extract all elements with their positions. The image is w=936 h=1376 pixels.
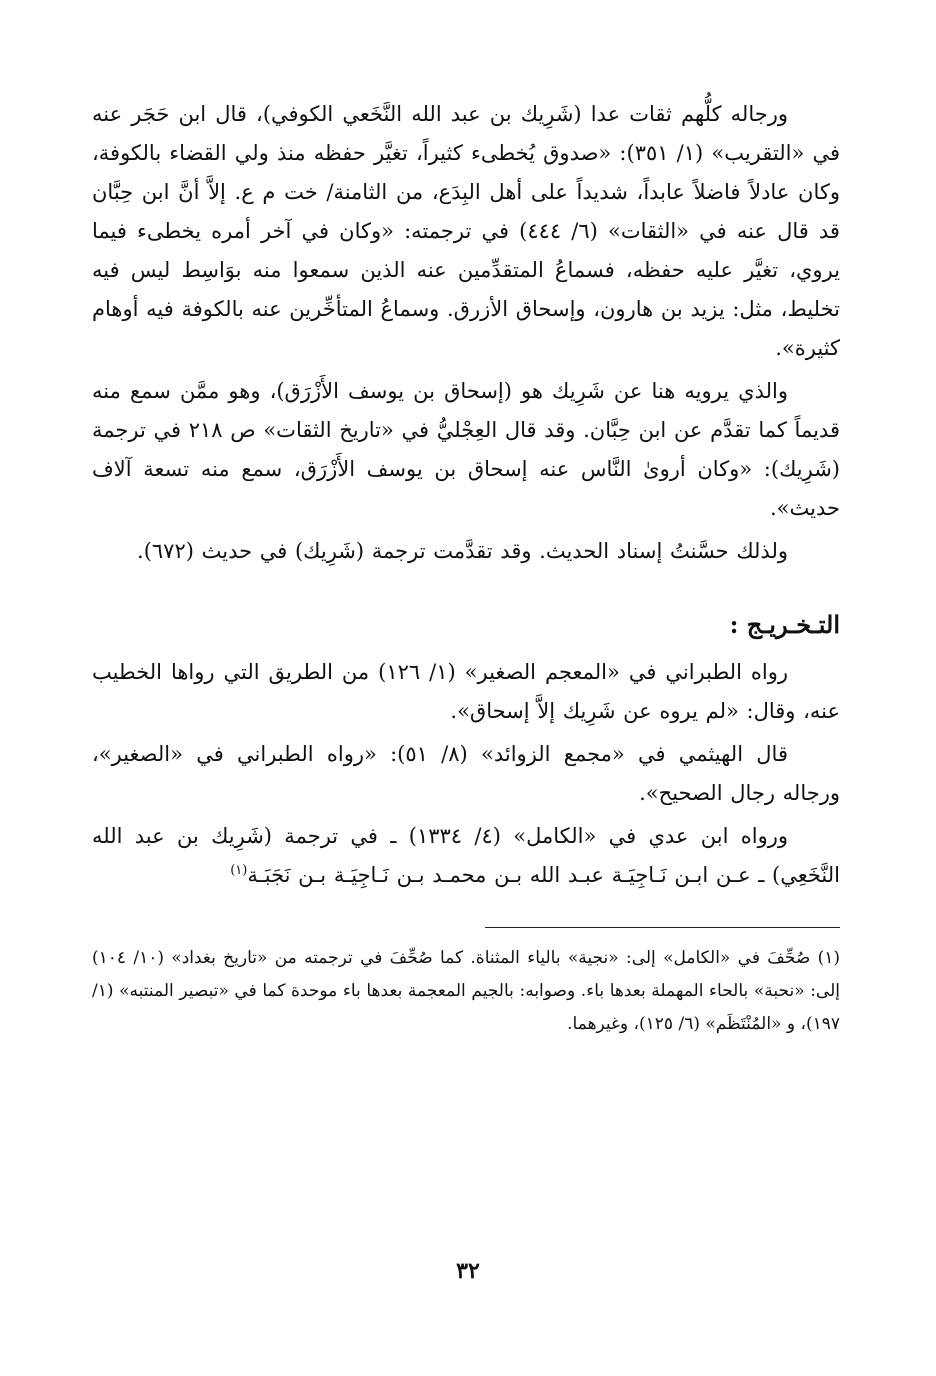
paragraph-isnad-ruling: ولذلك حسَّنتُ إسناد الحديث. وقد تقدَّمت ترجمة (شَرِيك) في حديث (٦٧٢).	[137, 539, 788, 563]
footnote-text: (١) صُحِّفَ في «الكامل» إلى: «نجية» بالياء المثناة. كما صُحِّفَ في ترجمته من «تاريخ بغداد» (١٠/ ١٠٤) إلى: «نحبة» بالحاء المهملة بعدها باء. وصوابه: بالجيم المعجمة بعدها باء موحدة كما في «تبصير المنتبه» (١/ ١٩٧)، و «المُنْتَظَم» (٦/ ١٢٥)، وغيرهما.	[92, 948, 840, 1034]
paragraph-haythami: قال الهيثمي في «مجمع الزوائد» (٨/ ٥١): «رواه الطبراني في «الصغير»، ورجاله رجال الصحيح».	[92, 742, 840, 805]
footnote-separator	[485, 927, 840, 928]
paragraph-ibn-adi-text: ورواه ابن عدي في «الكامل» (٤/ ١٣٣٤) ـ في ترجمة (شَرِيك بن عبد الله النَّخَعِي) ـ عـن ابـن نَـاجِيَـة عبـد الله بـن محمـد بـن نَـاجِيَـة بـن نَجَبَـة	[92, 824, 840, 887]
paragraph-ibn-adi	[92, 817, 840, 895]
footnote-marker: (١)	[230, 863, 248, 878]
paragraph-tabarani: رواه الطبراني في «المعجم الصغير» (١/ ١٢٦) من الطريق التي رواها الخطيب عنه، وقال: «لم يروه عن شَرِيك إلاَّ إسحاق».	[92, 660, 840, 723]
paragraph-narrators: ورجاله كلُّهم ثقات عدا (شَرِيك بن عبد الله النَّخَعي الكوفي)، قال ابن حَجَر عنه في «التقريب» (١/ ٣٥١): «صدوق يُخطىء كثيراً، تغيَّر حفظه منذ ولي القضاء بالكوفة، وكان عادلاً فاضلاً عابداً، شديداً على أهل البِدَع، من الثامنة/ خت م ع. إلاَّ أنَّ ابن حِبَّان قد قال عنه في «الثقات» (٦/ ٤٤٤) في ترجمته: «وكان في آخر أمره يخطىء فيما يروي، تغيَّر عليه حفظه، فسماعُ المتقدِّمين عنه الذين سمعوا منه بوَاسِط ليس فيه تخليط، مثل: يزيد بن هارون، وإسحاق الأزرق. وسماعُ المتأخِّرين عنه بالكوفة فيه أوهام كثيرة».	[92, 102, 840, 360]
section-heading-takhrij: التـخـريـج :	[729, 610, 840, 639]
page-number: ٣٢	[456, 1258, 480, 1284]
paragraph-ishaq-al-azraq: والذي يرويه هنا عن شَرِيك هو (إسحاق بن يوسف الأَزْرَق)، وهو ممَّن سمع منه قديماً كما تقدَّم عن ابن حِبَّان. وقد قال العِجْليُّ في «تاريخ الثقات» ص ٢١٨ في ترجمة (شَرِيك): «وكان أروىٰ النَّاس عنه إسحاق بن يوسف الأَزْرَق، سمع منه تسعة آلاف حديث».	[92, 379, 840, 520]
